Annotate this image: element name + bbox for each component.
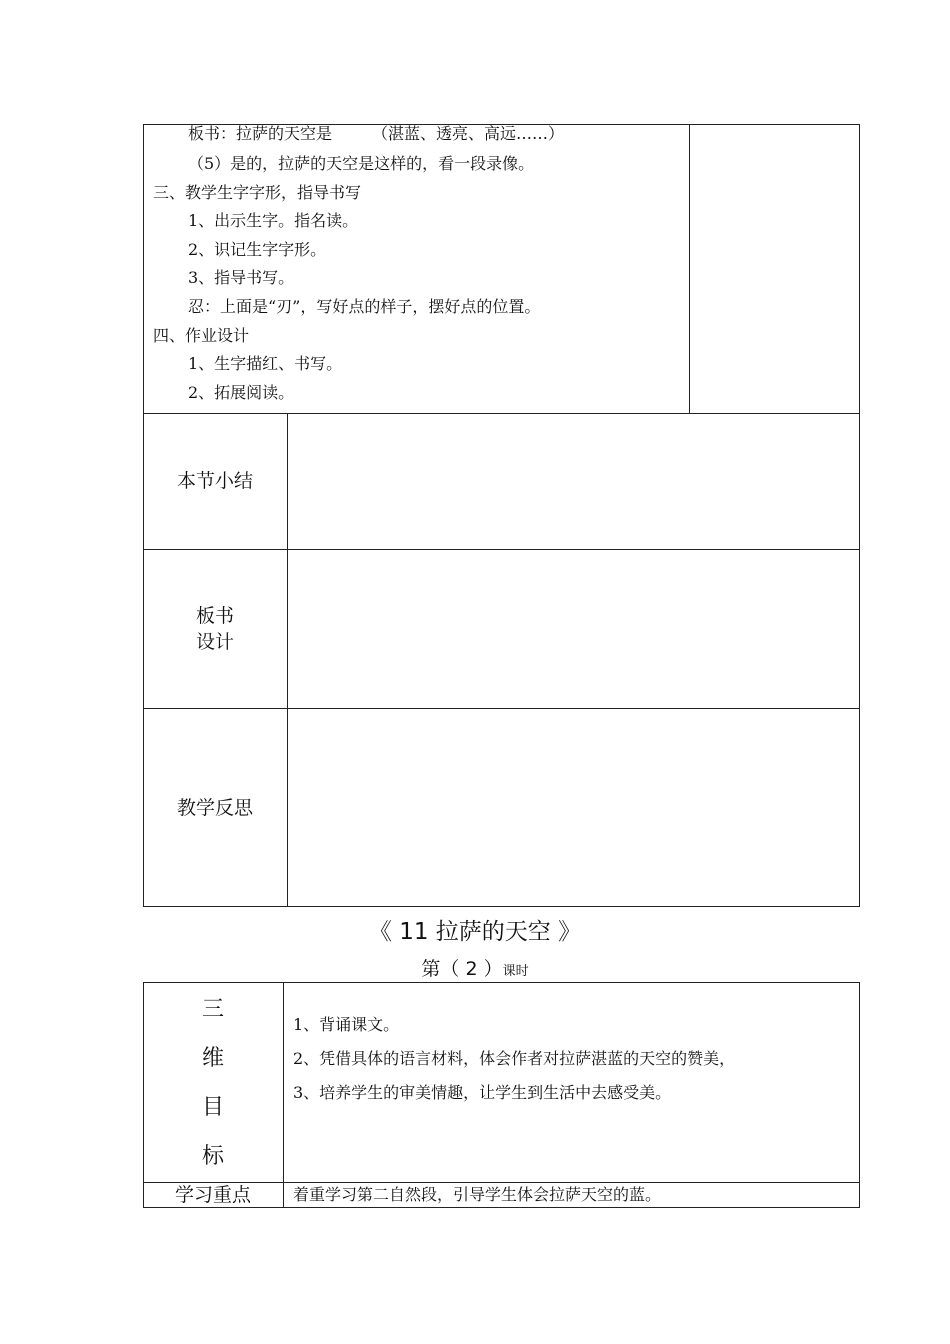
board-line: 板书：拉萨的天空是 （湛蓝、透亮、高远……） xyxy=(188,124,565,143)
summary-label: 本节小结 xyxy=(176,470,253,492)
reflection-label: 教学反思 xyxy=(176,797,253,819)
list-item: 1、生字描红、书写。 xyxy=(188,354,343,373)
list-item: 3、指导书写。 xyxy=(188,268,295,287)
period-main: 第（ 2 ） xyxy=(421,958,503,980)
lesson-title: 《 11 拉萨的天空 》 xyxy=(368,919,582,945)
list-item: 1、出示生字。指名读。 xyxy=(188,211,359,230)
list-item: 2、识记生字字形。 xyxy=(188,240,327,259)
row-divider-2 xyxy=(143,549,860,550)
list-item: 2、拓展阅读。 xyxy=(188,383,295,402)
board-design-label-line1: 板书 xyxy=(195,605,234,627)
goals-column-divider xyxy=(283,982,284,1208)
top-row-right-divider xyxy=(689,124,690,414)
section-three-heading: 三、教学生字字形，指导书写 xyxy=(153,183,362,202)
label-column-divider xyxy=(287,413,288,907)
step-5-line: （5）是的，拉萨的天空是这样的，看一段录像。 xyxy=(188,154,535,173)
goals-label-char: 三 xyxy=(201,997,224,1022)
lesson-period xyxy=(0,956,950,985)
goal-item: 2、凭借具体的语言材料，体会作者对拉萨湛蓝的天空的赞美， xyxy=(293,1049,736,1068)
key-point-text: 着重学习第二自然段，引导学生体会拉萨天空的蓝。 xyxy=(293,1185,662,1204)
row-divider-1 xyxy=(143,413,860,414)
writing-tip-line: 忍：上面是“刃”，写好点的样子，摆好点的位置。 xyxy=(188,297,541,316)
goal-item: 1、背诵课文。 xyxy=(293,1015,400,1034)
goal-item: 3、培养学生的审美情趣，让学生到生活中去感受美。 xyxy=(293,1083,672,1102)
goals-label-char: 标 xyxy=(201,1144,224,1169)
goals-label xyxy=(143,985,283,1181)
goals-label-char: 目 xyxy=(201,1095,224,1120)
period-small: 课时 xyxy=(502,964,529,979)
key-point-label: 学习重点 xyxy=(174,1184,251,1206)
section-four-heading: 四、作业设计 xyxy=(153,326,250,345)
row-divider-3 xyxy=(143,708,860,709)
board-design-label-line2: 设计 xyxy=(195,631,234,653)
goals-label-char: 维 xyxy=(201,1046,224,1071)
